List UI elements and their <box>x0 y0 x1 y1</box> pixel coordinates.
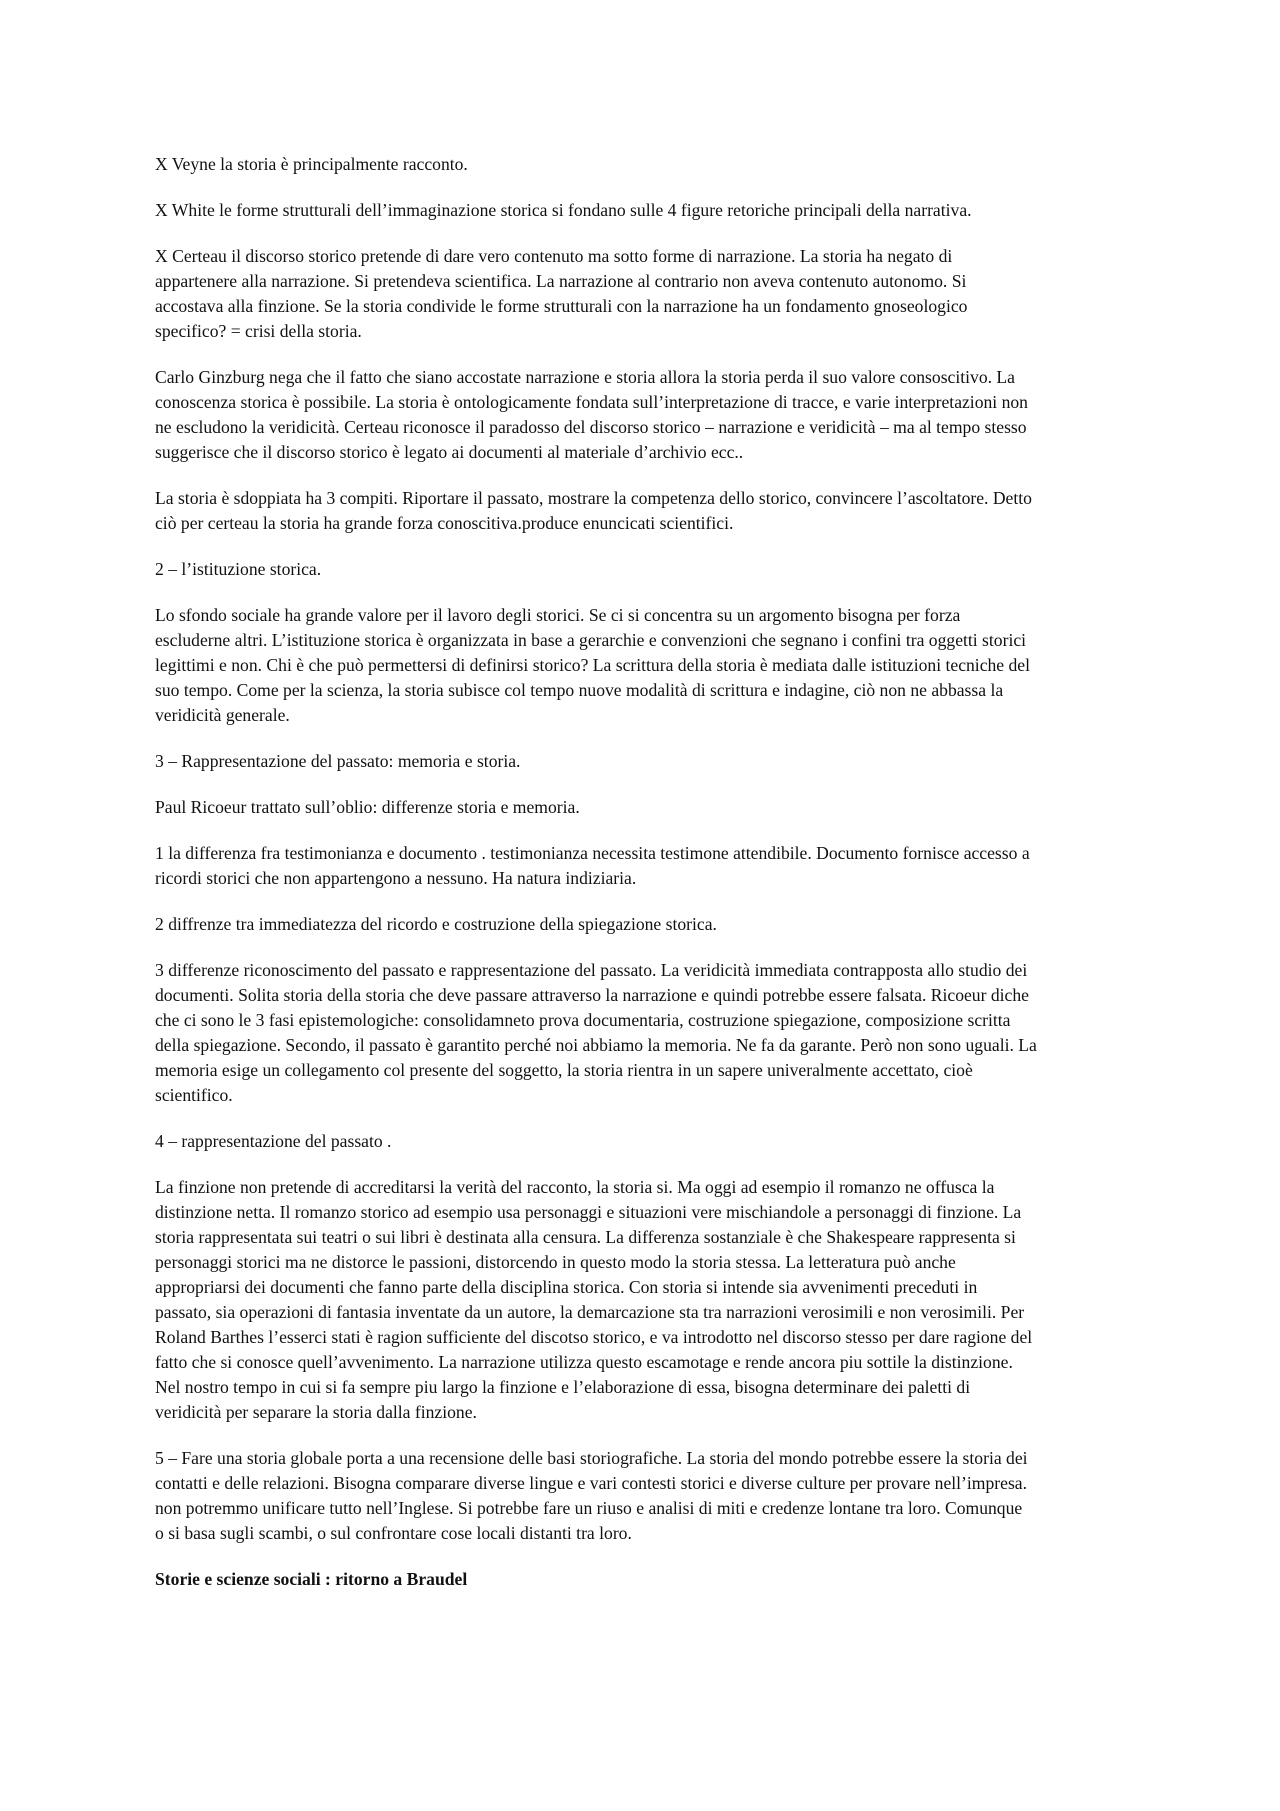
paragraph-line: passato, sia operazioni di fantasia inventate da un autore, la demarcazione sta tra narrazioni verosimili e non verosimili. Per <box>155 1302 1025 1322</box>
paragraph-line: veridicità per separare la storia dalla finzione. <box>155 1402 477 1422</box>
paragraph-line: ne escludono la veridicità. Certeau riconosce il paradosso del discorso storico – narrazione e veridicità – ma al tempo stesso <box>155 417 1027 437</box>
document-page <box>155 152 1140 1613</box>
paragraph-line: escluderne altri. L’istituzione storica è organizzata in base a gerarchie e convenzioni che segnano i confini tra oggetti storici <box>155 630 1027 650</box>
paragraph-line: scientifico. <box>155 1085 233 1105</box>
paragraph-line: fatto che si conosce quell’avvenimento. La narrazione utilizza questo escamotage e rende ancora piu sottile la distinzione. <box>155 1352 1013 1372</box>
paragraph-line: o si basa sugli scambi, o sul confrontare cose locali distanti tra loro. <box>155 1523 632 1543</box>
paragraph <box>155 1446 1140 1546</box>
paragraph-line: 4 – rappresentazione del passato . <box>155 1131 392 1151</box>
paragraph-line: veridicità generale. <box>155 705 290 725</box>
paragraph-line: 5 – Fare una storia globale porta a una recensione delle basi storiografiche. La storia del mondo potrebbe essere la storia dei <box>155 1448 1028 1468</box>
paragraph-line: che ci sono le 3 fasi epistemologiche: consolidamneto prova documentaria, costruzione spiegazione, composizione scritta <box>155 1010 1011 1030</box>
paragraph-line: ciò per certeau la storia ha grande forza conoscitiva.produce enuncicati scientifici. <box>155 513 734 533</box>
paragraph-line: 2 – l’istituzione storica. <box>155 559 322 579</box>
paragraph-line: accostava alla finzione. Se la storia condivide le forme strutturali con la narrazione ha un fondamento gnoseologico <box>155 296 968 316</box>
paragraph <box>155 912 1140 937</box>
paragraph <box>155 958 1140 1108</box>
paragraph-line: appartenere alla narrazione. Si pretendeva scientifica. La narrazione al contrario non aveva contenuto autonomo. Si <box>155 271 967 291</box>
paragraph-line: X Veyne la storia è principalmente racconto. <box>155 154 468 174</box>
paragraph-line: X White le forme strutturali dell’immaginazione storica si fondano sulle 4 figure retoriche principali della narrativa. <box>155 200 972 220</box>
paragraph-line: documenti. Solita storia della storia che deve passare attraverso la narrazione e quindi potrebbe essere falsata. Ricoeur diche <box>155 985 1029 1005</box>
paragraph-line: X Certeau il discorso storico pretende di dare vero contenuto ma sotto forme di narrazione. La storia ha negato di <box>155 246 953 266</box>
paragraph-line: personaggi storici ma ne distorce le passioni, distorcendo in questo modo la storia stessa. La letteratura può anche <box>155 1252 956 1272</box>
paragraph <box>155 1175 1140 1425</box>
paragraph <box>155 486 1140 536</box>
paragraph <box>155 365 1140 465</box>
paragraph-line: Carlo Ginzburg nega che il fatto che siano accostate narrazione e storia allora la storia perda il suo valore consoscitivo. La <box>155 367 1015 387</box>
paragraph-line: contatti e delle relazioni. Bisogna comparare diverse lingue e vari contesti storici e diverse culture per provare nell’impresa. <box>155 1473 1028 1493</box>
paragraph <box>155 198 1140 223</box>
paragraph-line: suo tempo. Come per la scienza, la storia subisce col tempo nuove modalità di scrittura e indagine, ciò non ne abbassa la <box>155 680 1004 700</box>
paragraph-line: distinzione netta. Il romanzo storico ad esempio usa personaggi e situazioni vere mischiandole a personaggi di finzione. La <box>155 1202 1022 1222</box>
section-heading: Storie e scienze sociali : ritorno a Braudel <box>155 1569 468 1589</box>
paragraph-line: storia rappresentata sui teatri o sui libri è destinata alla censura. La differenza sostanziale è che Shakespeare rappresenta si <box>155 1227 1016 1247</box>
paragraph <box>155 749 1140 774</box>
paragraph-line: appropriarsi dei documenti che fanno parte della disciplina storica. Con storia si intende sia avvenimenti preceduti in <box>155 1277 978 1297</box>
paragraph <box>155 841 1140 891</box>
paragraph <box>155 603 1140 728</box>
paragraph-line: conoscenza storica è possibile. La storia è ontologicamente fondata sull’interpretazione di tracce, e varie interpretazioni non <box>155 392 1028 412</box>
paragraph <box>155 244 1140 344</box>
paragraph-line: specifico? = crisi della storia. <box>155 321 362 341</box>
paragraph <box>155 152 1140 177</box>
paragraph-line: 1 la differenza fra testimonianza e documento . testimonianza necessita testimone attendibile. Documento fornisce accesso a <box>155 843 1030 863</box>
paragraph-line: Nel nostro tempo in cui si fa sempre piu largo la finzione e l’elaborazione di essa, bisogna determinare dei paletti di <box>155 1377 971 1397</box>
paragraph-line: Paul Ricoeur trattato sull’oblio: differenze storia e memoria. <box>155 797 580 817</box>
paragraph-line: memoria esige un collegamento col presente del soggetto, la storia rientra in un sapere univeralmente accettato, cioè <box>155 1060 973 1080</box>
paragraph-line: Lo sfondo sociale ha grande valore per il lavoro degli storici. Se ci si concentra su un argomento bisogna per forza <box>155 605 961 625</box>
paragraph-line: ricordi storici che non appartengono a nessuno. Ha natura indiziaria. <box>155 868 637 888</box>
paragraph <box>155 795 1140 820</box>
paragraph-line: La finzione non pretende di accreditarsi la verità del racconto, la storia si. Ma oggi ad esempio il romanzo ne offusca la <box>155 1177 995 1197</box>
paragraph <box>155 557 1140 582</box>
paragraph-line: 3 differenze riconoscimento del passato e rappresentazione del passato. La veridicità immediata contrapposta allo studio dei <box>155 960 1028 980</box>
paragraph <box>155 1129 1140 1154</box>
paragraph-line: della spiegazione. Secondo, il passato è garantito perché noi abbiamo la memoria. Ne fa da garante. Però non sono uguali. La <box>155 1035 1037 1055</box>
paragraph-line: non potremmo unificare tutto nell’Inglese. Si potrebbe fare un riuso e analisi di miti e credenze lontane tra loro. Comunque <box>155 1498 1023 1518</box>
paragraph-line: Roland Barthes l’esserci stati è ragion sufficiente del discotso storico, e va introdotto nel discorso stesso per dare ragione del <box>155 1327 1033 1347</box>
paragraph-line: La storia è sdoppiata ha 3 compiti. Riportare il passato, mostrare la competenza dello storico, convincere l’ascoltatore. Detto <box>155 488 1032 508</box>
paragraph-line: suggerisce che il discorso storico è legato ai documenti al materiale d’archivio ecc.. <box>155 442 744 462</box>
paragraph-line: legittimi e non. Chi è che può permettersi di definirsi storico? La scrittura della storia è mediata dalle istituzioni tecniche del <box>155 655 1031 675</box>
document-body <box>155 152 1140 1546</box>
paragraph-line: 3 – Rappresentazione del passato: memoria e storia. <box>155 751 521 771</box>
paragraph-line: 2 diffrenze tra immediatezza del ricordo e costruzione della spiegazione storica. <box>155 914 717 934</box>
